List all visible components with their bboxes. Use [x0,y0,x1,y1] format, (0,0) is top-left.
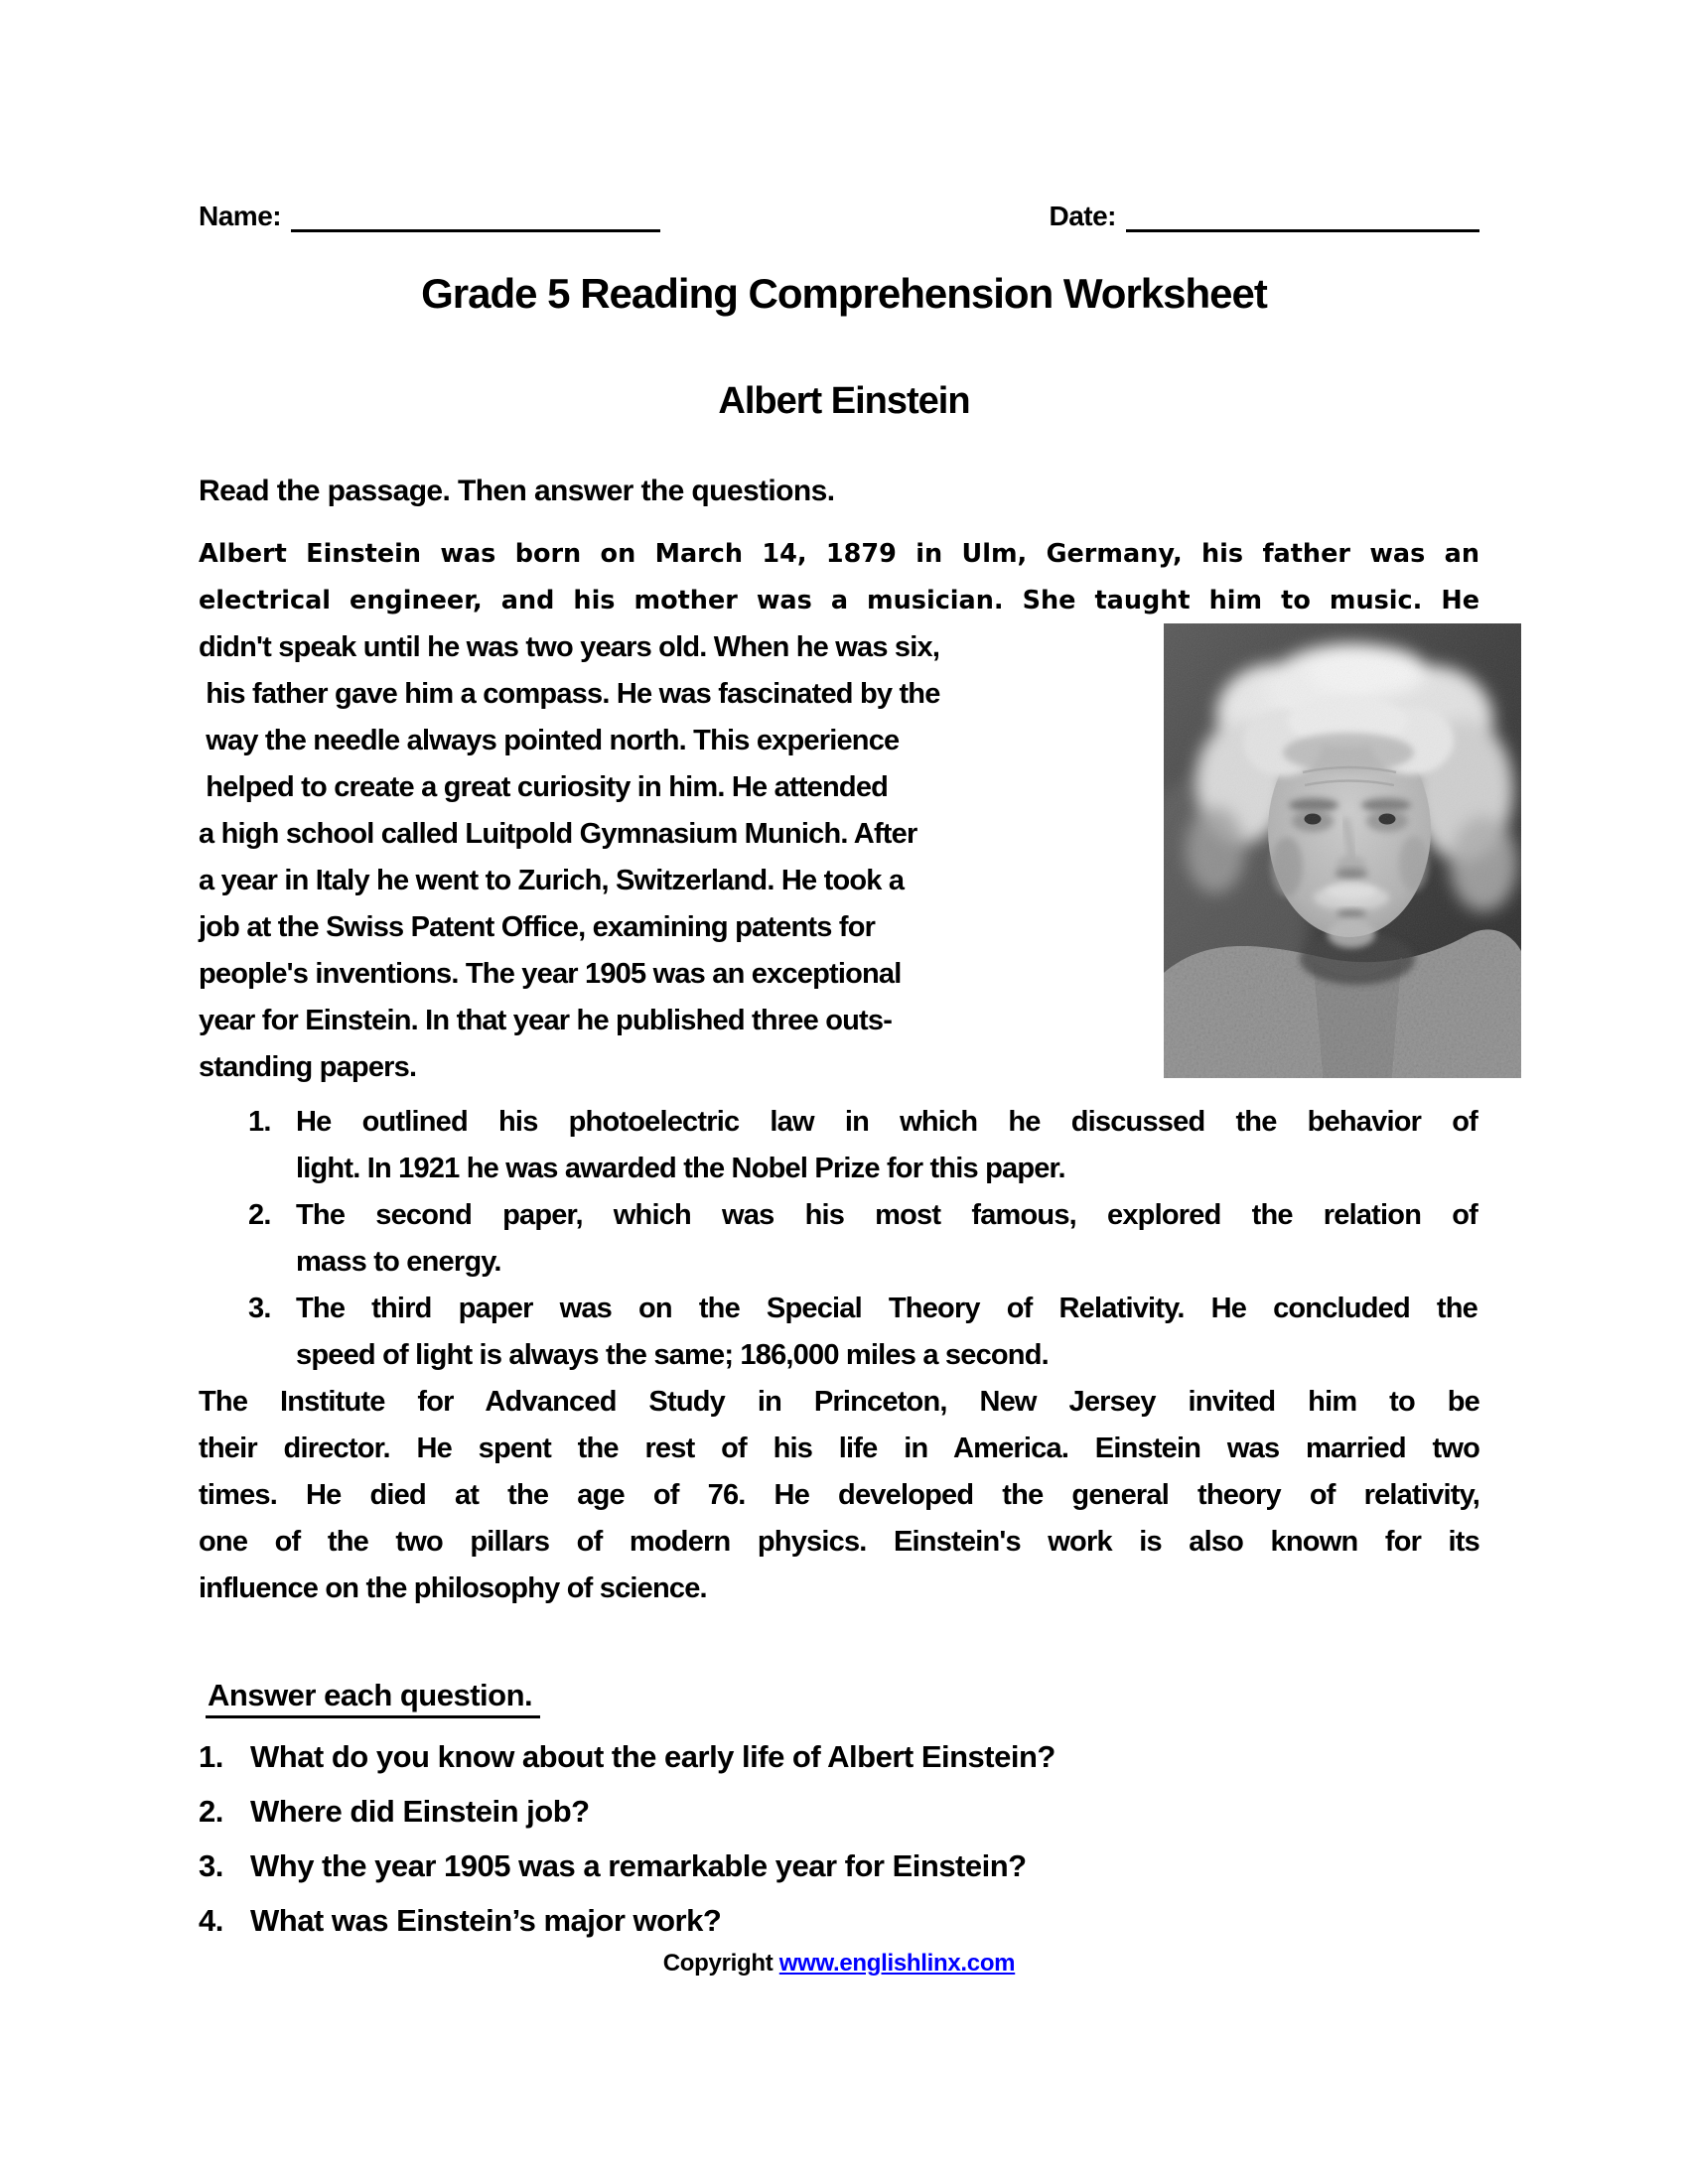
point-text [296,1099,1477,1192]
passage-line: He outlined his photoelectric law in which he discussed the behavior of [296,1106,1477,1138]
passage-line: speed of light is always the same; 186,000 miles a second. [296,1339,1049,1371]
passage-line: people's inventions. The year 1905 was an exceptional [199,958,902,990]
passage-line: helped to create a great curiosity in him. He attended [199,771,889,803]
instructions-text: Read the passage. Then answer the questions. [199,475,835,507]
passage-line: Albert Einstein was born on March 14, 1879 in Ulm, Germany, his father was an [199,539,1479,569]
passage-line: electrical engineer, and his mother was a musician. She taught him to music. He [199,586,1479,615]
passage-line: job at the Swiss Patent Office, examining patents for [199,911,876,943]
question-text: What was Einstein’s major work? [250,1903,722,1938]
einstein-photo [1164,623,1521,1078]
passage-section [199,531,1479,1612]
passage-line: The second paper, which was his most famous, explored the relation of [296,1199,1477,1231]
date-blank-line [1126,204,1479,232]
question-item [199,1739,1479,1794]
passage-line: influence on the philosophy of science. [199,1572,707,1604]
worksheet-subtitle: Albert Einstein [718,380,970,422]
point-text [296,1286,1477,1379]
question-text: Where did Einstein job? [250,1794,590,1829]
passage-line: mass to energy. [296,1246,501,1278]
passage-line: their director. He spent the rest of his life in America. Einstein was married two [199,1433,1479,1464]
question-item [199,1848,1479,1903]
copyright-line [199,1950,1479,1978]
point-number: 3. [248,1293,271,1324]
einstein-photo-graphic [1164,623,1521,1078]
passage-line: one of the two pillars of modern physics. Einstein's work is also known for its [199,1526,1479,1558]
passage-line: a high school called Luitpold Gymnasium Munich. After [199,818,917,850]
date-field [1049,202,1479,232]
name-blank-line [291,204,660,232]
question-number: 2. [199,1794,223,1829]
worksheet-title: Grade 5 Reading Comprehension Worksheet [421,270,1267,317]
point-number: 2. [248,1199,271,1231]
passage-numbered-point [199,1192,1479,1286]
passage-line: didn't speak until he was two years old. When he was six, [199,631,940,663]
passage-closing [199,1379,1479,1612]
passage-numbered-points [199,1099,1479,1379]
passage-line: standing papers. [199,1051,417,1083]
date-label: Date: [1049,201,1116,231]
passage-line: a year in Italy he went to Zurich, Switzerland. He took a [199,865,905,896]
question-text: What do you know about the early life of Albert Einstein? [250,1739,1055,1774]
questions-list [199,1739,1479,1958]
question-number: 4. [199,1903,223,1938]
question-text: Why the year 1905 was a remarkable year for Einstein? [250,1848,1027,1883]
point-text [296,1192,1477,1286]
copyright-link[interactable]: www.englishlinx.com [778,1950,1016,1977]
passage-line: his father gave him a compass. He was fascinated by the [199,678,940,710]
passage-line: times. He died at the age of 76. He developed the general theory of relativity, [199,1479,1479,1511]
passage-line: The third paper was on the Special Theory of Relativity. He concluded the [296,1293,1477,1324]
question-number: 1. [199,1739,223,1774]
passage-numbered-point [199,1286,1479,1379]
answer-section-heading: Answer each question. [206,1678,540,1718]
passage-numbered-point [199,1099,1479,1192]
passage-line: light. In 1921 he was awarded the Nobel Prize for this paper. [296,1153,1065,1184]
question-number: 3. [199,1848,223,1883]
header-row [199,202,1479,232]
copyright-label: Copyright [662,1950,774,1977]
passage-line: year for Einstein. In that year he published three outs- [199,1005,893,1036]
passage-line: The Institute for Advanced Study in Princeton, New Jersey invited him to be [199,1386,1479,1418]
question-item [199,1794,1479,1848]
name-field [199,202,660,232]
name-label: Name: [199,201,282,231]
point-number: 1. [248,1106,271,1138]
passage-line: way the needle always pointed north. This experience [199,725,900,756]
